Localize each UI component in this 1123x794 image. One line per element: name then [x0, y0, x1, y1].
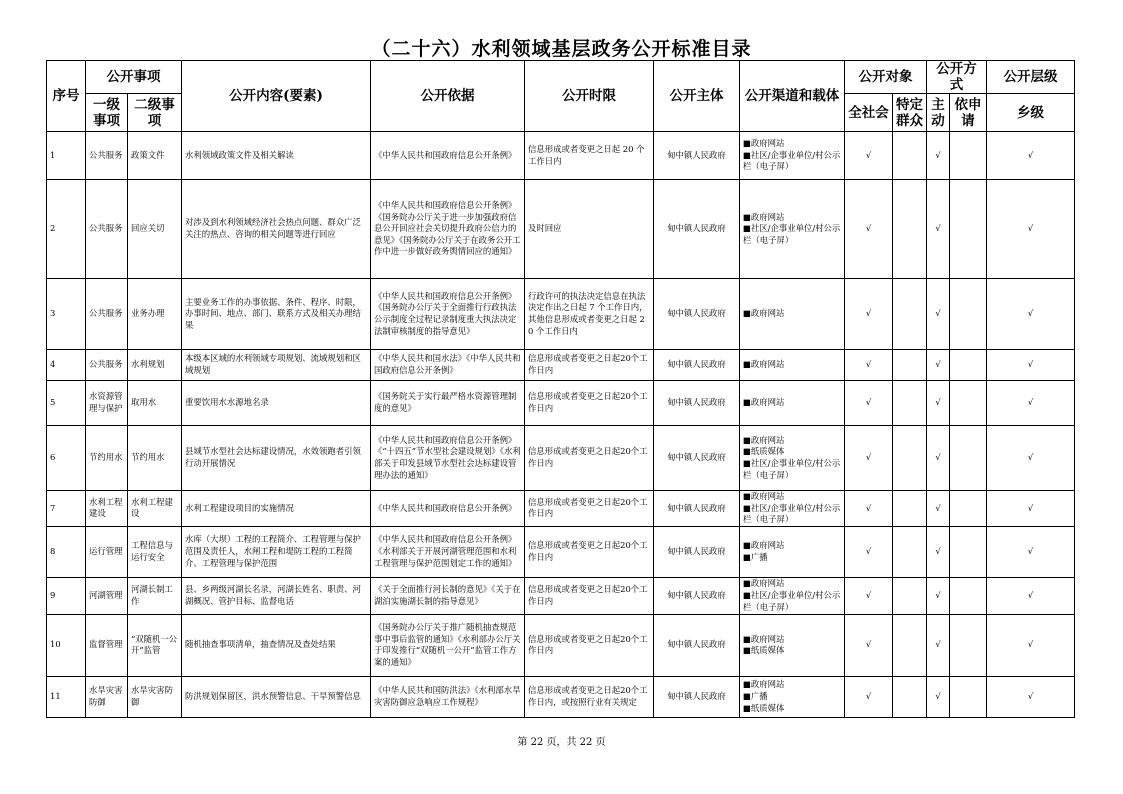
header-seq: 序号	[47, 61, 86, 132]
channel-item: ■政府网站	[743, 578, 785, 589]
cell-content: 水利工程建设项目的实施情况	[182, 491, 371, 527]
cell-subject: 甸中镇人民政府	[654, 350, 740, 381]
header-level2: 二级事项	[128, 94, 182, 132]
cell-basis: 《中华人民共和国政府信息公开条例》《“十四五”节水型社会建设规划》《水利部关于印发县域节水型社会达标建设管理办法的通知》	[371, 426, 525, 491]
channel-item: ■纸质媒体	[743, 702, 785, 713]
cell-subject: 甸中镇人民政府	[654, 491, 740, 527]
cell-level2: 水旱灾害防御	[128, 676, 182, 717]
cell-level1: 运行管理	[86, 526, 128, 577]
cell-time-limit: 及时回应	[525, 180, 654, 279]
cell-time-limit: 信息形成或者变更之日起 20 个工作日内	[525, 132, 654, 180]
cell-content: 本级本区域的水利领域专项规划、流域规划和区域规划	[182, 350, 371, 381]
channel-item: ■社区/企事业单位/村公示栏（电子屏）	[743, 589, 841, 612]
cell-seq: 3	[47, 279, 86, 350]
cell-basis: 《国务院关于实行最严格水资源管理制度的意见》	[371, 381, 525, 426]
table-row	[47, 426, 1075, 491]
channel-item: ■政府网站	[743, 679, 785, 690]
table-row	[47, 381, 1075, 426]
check-specific-group	[893, 614, 927, 676]
channel-item: ■社区/企事业单位/村公示栏（电子屏）	[743, 223, 841, 245]
cell-seq: 2	[47, 180, 86, 279]
channel-item: ■政府网站	[743, 138, 785, 149]
cell-basis: 《中华人民共和国政府信息公开条例》	[371, 491, 525, 527]
cell-subject: 甸中镇人民政府	[654, 279, 740, 350]
channel-item: ■政府网站	[743, 397, 785, 408]
check-township: √	[987, 526, 1075, 577]
channel-item: ■社区/企事业单位/村公示栏（电子屏）	[743, 149, 841, 172]
cell-time-limit: 信息形成或者变更之日起20个工作日内	[525, 381, 654, 426]
cell-time-limit: 信息形成或者变更之日起20个工作日内	[525, 526, 654, 577]
check-all-society: √	[845, 132, 893, 180]
cell-level2: 水利工程建设	[128, 491, 182, 527]
cell-time-limit: 信息形成或者变更之日起20个工作日内	[525, 577, 654, 614]
cell-level1: 公共服务	[86, 180, 128, 279]
check-active: √	[927, 676, 950, 717]
header-active: 主动	[927, 94, 950, 132]
cell-subject: 甸中镇人民政府	[654, 426, 740, 491]
check-specific-group	[893, 577, 927, 614]
page-title: （二十六）水利领域基层政务公开标准目录	[371, 38, 752, 60]
check-township: √	[987, 676, 1075, 717]
check-active: √	[927, 180, 950, 279]
check-specific-group	[893, 132, 927, 180]
cell-subject: 甸中镇人民政府	[654, 614, 740, 676]
cell-content: 对涉及到水利领域经济社会热点问题、群众广泛关注的热点、咨询的相关问题等进行回应	[182, 180, 371, 279]
channel-item: ■纸质媒体	[743, 446, 785, 457]
channel-item: ■纸质媒体	[743, 645, 785, 656]
cell-level1: 水资源管理与保护	[86, 381, 128, 426]
check-active: √	[927, 491, 950, 527]
check-on-request	[950, 426, 987, 491]
cell-basis: 《中华人民共和国政府信息公开条例》	[371, 132, 525, 180]
table-row	[47, 132, 1075, 180]
cell-subject: 甸中镇人民政府	[654, 526, 740, 577]
channel-item: ■政府网站	[743, 633, 785, 644]
channel-item: ■政府网站	[743, 491, 785, 501]
channel-item: ■社区/企事业单位/村公示栏（电子屏）	[743, 458, 841, 480]
header-all-society: 全社会	[845, 94, 893, 132]
cell-seq: 11	[47, 676, 86, 717]
header-level-group: 公开层级	[987, 61, 1075, 94]
channel-item: ■政府网站	[743, 308, 785, 319]
cell-content: 防洪规划保留区，洪水预警信息、干旱预警信息	[182, 676, 371, 717]
cell-channels	[740, 577, 845, 614]
channel-item: ■广播	[743, 690, 768, 701]
catalog-body	[47, 132, 1075, 718]
check-on-request	[950, 350, 987, 381]
table-row	[47, 279, 1075, 350]
channel-item: ■政府网站	[743, 359, 785, 370]
check-township: √	[987, 381, 1075, 426]
cell-seq: 8	[47, 526, 86, 577]
cell-basis: 《中华人民共和国政府信息公开条例》《国务院办公厅关于进一步加强政府信息公开回应社会关切提升政府公信力的意见》《国务院办公厅关于在政务公开工作中进一步做好政务舆情回应的通知》	[371, 180, 525, 279]
check-township: √	[987, 132, 1075, 180]
cell-level2: 业务办理	[128, 279, 182, 350]
header-basis: 公开依据	[371, 61, 525, 132]
cell-level2: 河湖长制工作	[128, 577, 182, 614]
check-all-society: √	[845, 577, 893, 614]
check-specific-group	[893, 676, 927, 717]
cell-time-limit: 信息形成或者变更之日起20个工作日内，或按照行业有关规定	[525, 676, 654, 717]
table-row	[47, 180, 1075, 279]
cell-level2: “双随机一公开”监管	[128, 614, 182, 676]
table-row	[47, 491, 1075, 527]
cell-basis: 《关于全面推行河长制的意见》《关于在湖泊实施湖长制的指导意见》	[371, 577, 525, 614]
cell-channels	[740, 279, 845, 350]
check-township: √	[987, 614, 1075, 676]
header-specific-group: 特定群众	[893, 94, 927, 132]
cell-subject: 甸中镇人民政府	[654, 577, 740, 614]
cell-time-limit: 行政许可的执法决定信息在执法决定作出之日起 7 个工作日内，其他信息形成或者变更之日起 20 个工作日内	[525, 279, 654, 350]
cell-basis: 《中华人民共和国防洪法》《水利部水旱灾害防御应急响应工作规程》	[371, 676, 525, 717]
check-on-request	[950, 180, 987, 279]
check-all-society: √	[845, 180, 893, 279]
cell-channels	[740, 676, 845, 717]
check-specific-group	[893, 426, 927, 491]
cell-level1: 节约用水	[86, 426, 128, 491]
page-footer: 第 22 页，共 22 页	[517, 737, 606, 748]
cell-content: 水库（大坝）工程的工程简介、工程管理与保护范围及责任人，水闸工程和堤防工程的工程简介、工程管理与保护范围	[182, 526, 371, 577]
check-all-society: √	[845, 426, 893, 491]
cell-channels	[740, 132, 845, 180]
table-row	[47, 577, 1075, 614]
check-on-request	[950, 381, 987, 426]
cell-content: 重要饮用水水源地名录	[182, 381, 371, 426]
check-specific-group	[893, 381, 927, 426]
check-active: √	[927, 577, 950, 614]
check-all-society: √	[845, 381, 893, 426]
cell-channels	[740, 426, 845, 491]
table-row	[47, 526, 1075, 577]
channel-item: ■政府网站	[743, 211, 785, 222]
check-active: √	[927, 614, 950, 676]
cell-level1: 水利工程建设	[86, 491, 128, 527]
cell-level2: 工程信息与运行安全	[128, 526, 182, 577]
check-on-request	[950, 279, 987, 350]
check-active: √	[927, 426, 950, 491]
check-on-request	[950, 676, 987, 717]
check-on-request	[950, 577, 987, 614]
header-on-request: 依申请	[950, 94, 987, 132]
cell-seq: 7	[47, 491, 86, 527]
cell-channels	[740, 180, 845, 279]
cell-seq: 9	[47, 577, 86, 614]
catalog-table	[46, 60, 1075, 718]
cell-seq: 6	[47, 426, 86, 491]
cell-seq: 10	[47, 614, 86, 676]
cell-subject: 甸中镇人民政府	[654, 676, 740, 717]
check-specific-group	[893, 350, 927, 381]
cell-level1: 公共服务	[86, 279, 128, 350]
check-active: √	[927, 132, 950, 180]
header-method-group: 公开方式	[927, 61, 987, 94]
channel-item: ■社区/企事业单位/村公示栏（电子屏）	[743, 502, 841, 525]
cell-content: 水利领域政策文件及相关解读	[182, 132, 371, 180]
cell-channels	[740, 350, 845, 381]
channel-item: ■广播	[743, 551, 768, 562]
check-specific-group	[893, 279, 927, 350]
check-specific-group	[893, 526, 927, 577]
cell-level1: 公共服务	[86, 350, 128, 381]
check-specific-group	[893, 180, 927, 279]
check-active: √	[927, 526, 950, 577]
cell-level1: 公共服务	[86, 132, 128, 180]
check-township: √	[987, 350, 1075, 381]
check-township: √	[987, 491, 1075, 527]
check-on-request	[950, 491, 987, 527]
cell-level2: 取用水	[128, 381, 182, 426]
cell-subject: 甸中镇人民政府	[654, 132, 740, 180]
check-active: √	[927, 279, 950, 350]
cell-level2: 节约用水	[128, 426, 182, 491]
header-content: 公开内容(要素)	[182, 61, 371, 132]
cell-level1: 水旱灾害防御	[86, 676, 128, 717]
check-specific-group	[893, 491, 927, 527]
check-active: √	[927, 350, 950, 381]
check-active: √	[927, 381, 950, 426]
check-all-society: √	[845, 614, 893, 676]
check-township: √	[987, 180, 1075, 279]
header-channel: 公开渠道和载体	[740, 61, 845, 132]
header-object-group: 公开对象	[845, 61, 927, 94]
check-on-request	[950, 132, 987, 180]
cell-subject: 甸中镇人民政府	[654, 381, 740, 426]
check-on-request	[950, 526, 987, 577]
cell-seq: 4	[47, 350, 86, 381]
cell-level2: 水利规划	[128, 350, 182, 381]
cell-time-limit: 信息形成或者变更之日起20个工作日内	[525, 491, 654, 527]
cell-channels	[740, 614, 845, 676]
table-row	[47, 614, 1075, 676]
header-level1: 一级事项	[86, 94, 128, 132]
cell-channels	[740, 381, 845, 426]
table-row	[47, 350, 1075, 381]
cell-level1: 河湖管理	[86, 577, 128, 614]
cell-basis: 《国务院办公厅关于推广随机抽查规范事中事后监管的通知》《水利部办公厅关于印发推行“双随机一公开”监管工作方案的通知》	[371, 614, 525, 676]
check-all-society: √	[845, 279, 893, 350]
cell-basis: 《中华人民共和国水法》《中华人民共和国政府信息公开条例》	[371, 350, 525, 381]
header-time-limit: 公开时限	[525, 61, 654, 132]
cell-seq: 1	[47, 132, 86, 180]
channel-item: ■政府网站	[743, 434, 785, 445]
check-all-society: √	[845, 491, 893, 527]
cell-basis: 《中华人民共和国政府信息公开条例》《水利部关于开展河湖管理范围和水利工程管理与保护范围划定工作的通知》	[371, 526, 525, 577]
check-all-society: √	[845, 676, 893, 717]
cell-content: 随机抽查事项清单，抽查情况及查处结果	[182, 614, 371, 676]
cell-channels	[740, 491, 845, 527]
cell-content: 主要业务工作的办事依据、条件、程序、时限，办事时间、地点、部门、联系方式及相关办理结果	[182, 279, 371, 350]
cell-level2: 政策文件	[128, 132, 182, 180]
cell-content: 县域节水型社会达标建设情况，水效领跑者引领行动开展情况	[182, 426, 371, 491]
header-subject: 公开主体	[654, 61, 740, 132]
cell-level1: 监督管理	[86, 614, 128, 676]
cell-level2: 回应关切	[128, 180, 182, 279]
cell-basis: 《中华人民共和国政府信息公开条例》《国务院办公厅关于全面推行行政执法公示制度全过程记录制度重大执法决定法制审核制度的指导意见》	[371, 279, 525, 350]
cell-time-limit: 信息形成或者变更之日起20个工作日内	[525, 614, 654, 676]
header-items-group: 公开事项	[86, 61, 182, 94]
check-township: √	[987, 577, 1075, 614]
check-on-request	[950, 614, 987, 676]
header-township: 乡级	[987, 94, 1075, 132]
cell-channels	[740, 526, 845, 577]
check-all-society: √	[845, 526, 893, 577]
cell-seq: 5	[47, 381, 86, 426]
channel-item: ■政府网站	[743, 540, 785, 551]
cell-content: 县、乡两级河湖长名录，河湖长姓名、职责、河湖概况、管护目标、监督电话	[182, 577, 371, 614]
check-all-society: √	[845, 350, 893, 381]
check-township: √	[987, 279, 1075, 350]
cell-time-limit: 信息形成或者变更之日起20个工作日内	[525, 426, 654, 491]
cell-subject: 甸中镇人民政府	[654, 180, 740, 279]
cell-time-limit: 信息形成或者变更之日起20个工作日内	[525, 350, 654, 381]
table-row	[47, 676, 1075, 717]
check-township: √	[987, 426, 1075, 491]
